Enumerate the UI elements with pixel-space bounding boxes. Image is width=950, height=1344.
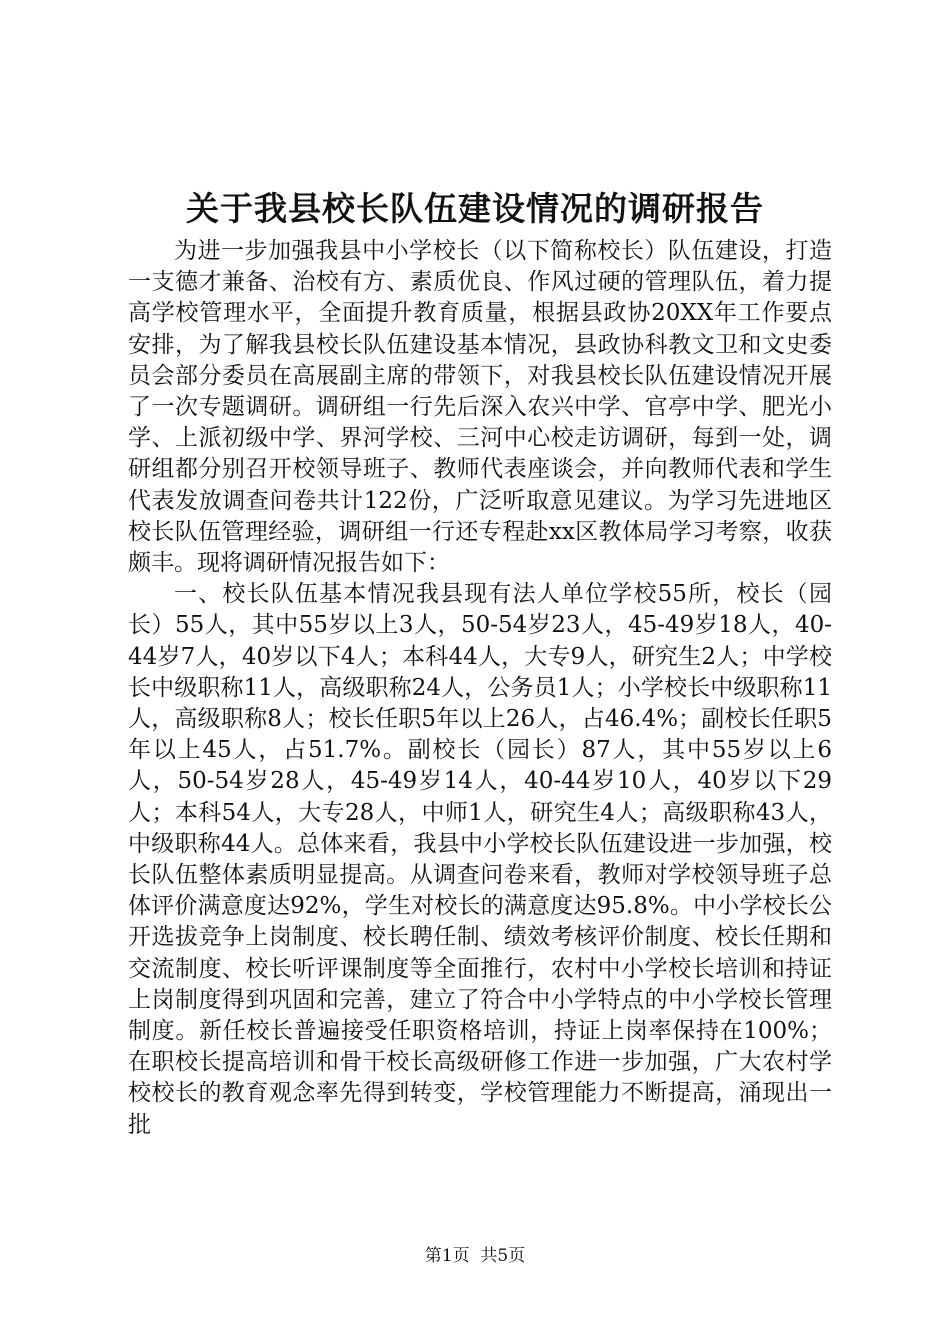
page-footer: [0, 1245, 950, 1267]
paragraph-intro: 为进一步加强我县中小学校长（以下简称校长）队伍建设，打造一支德才兼备、治校有方、素质优良、作风过硬的管理队伍，着力提高学校管理水平，全面提升教育质量，根据县政协20XX年工作要点安排，为了解我县校长队伍建设基本情况，县政协科教文卫和文史委员会部分委员在高展副主席的带领下，对我县校长队伍建设情况开展了一次专题调研。调研组一行先后深入农兴中学、官亭中学、肥光小学、上派初级中学、界河学校、三河中心校走访调研，每到一处，调研组都分别召开校领导班子、教师代表座谈会，并向教师代表和学生代表发放调查问卷共计122份，广泛听取意见建议。为学习先进地区校长队伍管理经验，调研组一行还专程赴xx区教体局学习考察，收获颇丰。现将调研情况报告如下：: [128, 238, 832, 577]
document-title: 关于我县校长队伍建设情况的调研报告: [186, 189, 764, 228]
document-body: [128, 236, 832, 1141]
paragraph-section-1: 一、校长队伍基本情况我县现有法人单位学校55所，校长（园长）55人，其中55岁以上3人，50-54岁23人，45-49岁18人，40-44岁7人，40岁以下4人；本科44人，大专9人，研究生2人；中学校长中级职称11人，高级职称24人，公务员1人；小学校长中级职称11人，高级职称8人；校长任职5年以上26人，占46.4%；副校长任职5年以上45人，占51.7%。副校长（园长）87人，其中55岁以上6人，50-54岁28人，45-49岁14人，40-44岁10人，40岁以下29人；本科54人，大专28人，中师1人，研究生4人；高级职称43人，中级职称44人。总体来看，我县中小学校长队伍建设进一步加强，校长队伍整体素质明显提高。从调查问卷来看，教师对学校领导班子总体评价满意度达92%，学生对校长的满意度达95.8%。中小学校长公开选拔竞争上岗制度、校长聘任制、绩效考核评价制度、校长任期和交流制度、校长听评课制度等全面推行，农村中小学校长培训和持证上岗制度得到巩固和完善，建立了符合中小学特点的中小学校长管理制度。新任校长普遍接受任职资格培训，持证上岗率保持在100%；在职校长提高培训和骨干校长高级研修工作进一步加强，广大农村学校校长的教育观念率先得到转变，学校管理能力不断提高，涌现出一批: [128, 581, 832, 1138]
page-number-label: 第1页 共5页: [424, 1246, 526, 1266]
